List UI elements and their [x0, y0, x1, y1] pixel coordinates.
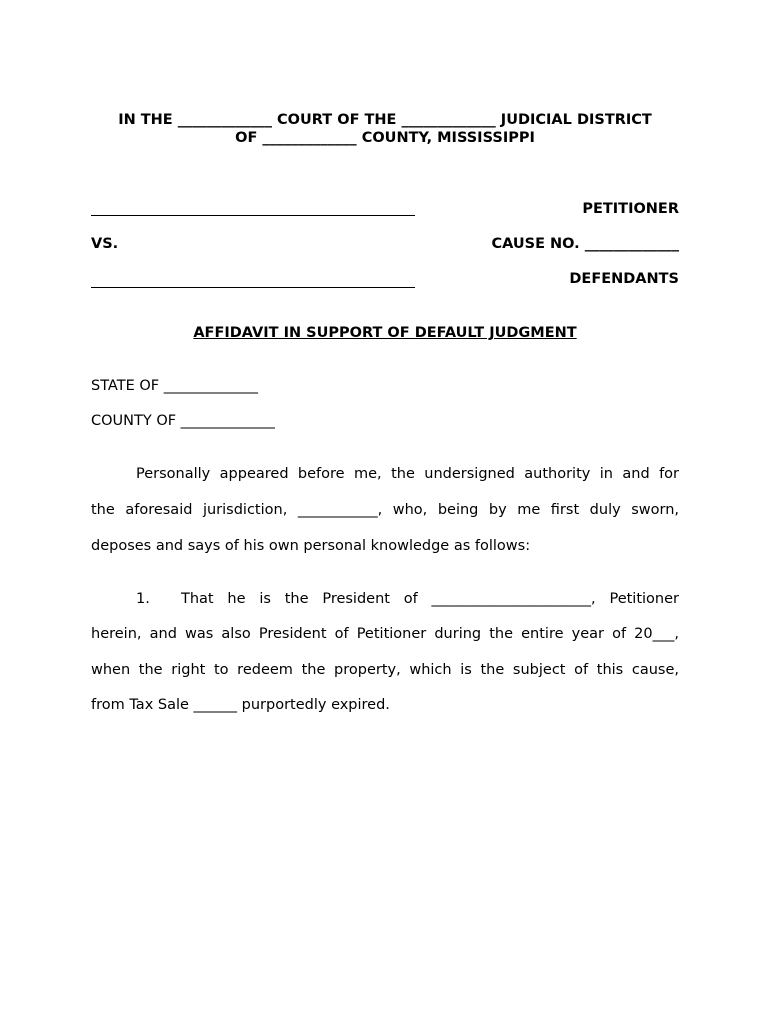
- intro-line-3: deposes and says of his own personal knowledge as follows:: [91, 538, 531, 554]
- petitioner-name-blank: [91, 215, 415, 216]
- state-of-line: STATE OF _____________: [91, 378, 258, 394]
- paragraph-1-line-3: when the right to redeem the property, which is the subject of this cause,: [91, 662, 679, 678]
- document-title: AFFIDAVIT IN SUPPORT OF DEFAULT JUDGMENT: [193, 325, 577, 341]
- court-caption-line-2: OF _____________ COUNTY, MISSISSIPPI: [235, 130, 535, 146]
- intro-line-1: Personally appeared before me, the undersigned authority in and for: [136, 466, 679, 482]
- defendants-label: DEFENDANTS: [569, 271, 679, 287]
- county-of-line: COUNTY OF _____________: [91, 413, 275, 429]
- court-caption-line-1: IN THE _____________ COURT OF THE _____________ JUDICIAL DISTRICT: [118, 112, 652, 128]
- vs-label: VS.: [91, 236, 119, 252]
- paragraph-1-line-4: from Tax Sale ______ purportedly expired.: [91, 697, 390, 713]
- cause-number: CAUSE NO. _____________: [491, 236, 679, 252]
- petitioner-label: PETITIONER: [582, 201, 679, 217]
- paragraph-1-line-2: herein, and was also President of Petitioner during the entire year of 20___,: [91, 626, 679, 642]
- paragraph-1-line-1: That he is the President of ______________________, Petitioner: [181, 591, 679, 607]
- paragraph-number: 1.: [136, 591, 150, 607]
- defendants-name-blank: [91, 287, 415, 288]
- intro-line-2: the aforesaid jurisdiction, ___________, who, being by me first duly sworn,: [91, 502, 679, 518]
